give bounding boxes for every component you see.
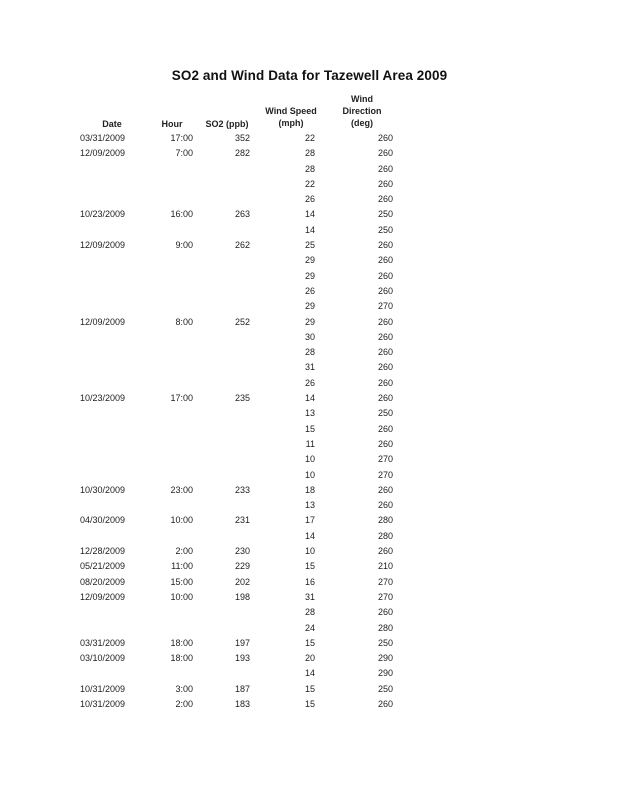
table-row: [0, 376, 619, 391]
table-row: [0, 406, 619, 421]
table-row: [0, 284, 619, 299]
header-wind-direction-line3: (deg): [351, 118, 373, 128]
table-row: [0, 177, 619, 192]
wind-direction-cell: 260: [377, 347, 393, 358]
hour-cell: 2:00: [175, 546, 193, 557]
wind-speed-cell: 15: [304, 683, 315, 694]
table-row: [0, 223, 619, 238]
header-wind-speed: [256, 105, 326, 129]
date-cell: 04/30/2009: [80, 515, 126, 526]
wind-direction-cell: 260: [377, 285, 393, 296]
wind-direction-cell: 250: [377, 683, 393, 694]
wind-direction-cell: 260: [377, 362, 393, 373]
hour-cell: 17:00: [170, 393, 193, 404]
wind-direction-cell: 260: [377, 393, 393, 404]
wind-direction-cell: 260: [377, 331, 393, 342]
table-row: [0, 330, 619, 345]
wind-direction-cell: 260: [377, 438, 393, 449]
wind-speed-cell: 10: [304, 546, 315, 557]
wind-speed-cell: 20: [304, 653, 315, 664]
table-row: [0, 299, 619, 314]
so2-cell: 197: [234, 637, 250, 648]
hour-cell: 3:00: [175, 683, 193, 694]
table-row: [0, 253, 619, 268]
wind-speed-cell: 10: [304, 469, 315, 480]
header-wind-direction-line1: Wind: [351, 94, 373, 104]
wind-direction-cell: 290: [377, 653, 393, 664]
wind-direction-cell: 260: [377, 377, 393, 388]
wind-speed-cell: 31: [304, 362, 315, 373]
wind-speed-cell: 29: [304, 301, 315, 312]
hour-cell: 18:00: [170, 653, 193, 664]
wind-speed-cell: 28: [304, 347, 315, 358]
wind-direction-cell: 250: [377, 408, 393, 419]
wind-direction-cell: 260: [377, 270, 393, 281]
data-table: [0, 131, 619, 712]
hour-cell: 9:00: [175, 240, 193, 251]
table-row: [0, 513, 619, 528]
wind-speed-cell: 29: [304, 270, 315, 281]
page-title: SO2 and Wind Data for Tazewell Area 2009: [171, 68, 448, 83]
so2-cell: 183: [234, 698, 250, 709]
table-row: [0, 315, 619, 330]
date-cell: 03/31/2009: [80, 133, 126, 143]
table-row: [0, 529, 619, 544]
wind-speed-cell: 15: [304, 561, 315, 572]
table-row: [0, 483, 619, 498]
so2-cell: 229: [234, 561, 250, 572]
header-so2: SO2 (ppb): [205, 119, 249, 129]
date-cell: 12/09/2009: [80, 148, 126, 159]
hour-cell: 17:00: [170, 133, 193, 143]
so2-cell: 233: [234, 484, 250, 495]
wind-direction-cell: 250: [377, 224, 393, 235]
wind-speed-cell: 28: [304, 607, 315, 618]
table-row: [0, 391, 619, 406]
wind-direction-cell: 260: [377, 194, 393, 205]
wind-speed-cell: 28: [304, 163, 315, 174]
table-row: [0, 452, 619, 467]
table-row: [0, 468, 619, 483]
wind-direction-cell: 250: [377, 209, 393, 220]
wind-speed-cell: 31: [304, 591, 315, 602]
hour-cell: 8:00: [175, 316, 193, 327]
wind-speed-cell: 11: [305, 438, 315, 449]
wind-speed-cell: 13: [304, 408, 315, 419]
table-row: [0, 636, 619, 651]
table-row: [0, 590, 619, 605]
wind-direction-cell: 260: [377, 546, 393, 557]
date-cell: 12/09/2009: [80, 316, 126, 327]
wind-direction-cell: 260: [377, 178, 393, 189]
table-row: [0, 559, 619, 574]
so2-cell: 282: [234, 148, 250, 159]
table-row: [0, 666, 619, 681]
date-cell: 10/31/2009: [80, 698, 126, 709]
wind-speed-cell: 30: [304, 331, 315, 342]
wind-speed-cell: 25: [304, 240, 315, 251]
wind-speed-cell: 14: [304, 393, 315, 404]
wind-direction-cell: 260: [377, 423, 393, 434]
table-row: [0, 498, 619, 513]
hour-cell: 10:00: [170, 515, 193, 526]
table-row: [0, 238, 619, 253]
header-wind-direction: [330, 93, 394, 129]
header-wind-direction-line2: Direction: [342, 106, 382, 116]
wind-direction-cell: 260: [377, 500, 393, 511]
date-cell: 12/09/2009: [80, 591, 126, 602]
table-row: [0, 162, 619, 177]
wind-direction-cell: 270: [377, 591, 393, 602]
wind-speed-cell: 18: [304, 484, 315, 495]
date-cell: 08/20/2009: [80, 576, 126, 587]
table-row: [0, 207, 619, 222]
wind-speed-cell: 14: [304, 209, 315, 220]
wind-direction-cell: 260: [377, 148, 393, 159]
wind-speed-cell: 16: [304, 576, 315, 587]
wind-direction-cell: 250: [377, 637, 393, 648]
so2-cell: 235: [234, 393, 250, 404]
wind-direction-cell: 280: [377, 515, 393, 526]
header-date: Date: [102, 119, 122, 129]
date-cell: 05/21/2009: [80, 561, 126, 572]
date-cell: 03/31/2009: [80, 637, 126, 648]
date-cell: 10/23/2009: [80, 393, 126, 404]
table-row: [0, 269, 619, 284]
table-row: [0, 544, 619, 559]
table-row: [0, 146, 619, 161]
wind-direction-cell: 260: [377, 698, 393, 709]
wind-direction-cell: 280: [377, 622, 393, 633]
date-cell: 10/31/2009: [80, 683, 126, 694]
hour-cell: 15:00: [170, 576, 193, 587]
date-cell: 10/23/2009: [80, 209, 126, 220]
table-row: [0, 575, 619, 590]
wind-direction-cell: 260: [377, 255, 393, 266]
wind-speed-cell: 24: [304, 622, 315, 633]
wind-speed-cell: 26: [304, 194, 315, 205]
so2-cell: 230: [234, 546, 250, 557]
wind-speed-cell: 17: [304, 515, 315, 526]
wind-speed-cell: 26: [304, 285, 315, 296]
header-hour: Hour: [161, 119, 183, 129]
wind-speed-cell: 28: [304, 148, 315, 159]
wind-speed-cell: 14: [304, 224, 315, 235]
table-row: [0, 621, 619, 636]
header-wind-speed-line2: (mph): [278, 118, 304, 128]
hour-cell: 2:00: [175, 698, 193, 709]
wind-speed-cell: 13: [304, 500, 315, 511]
wind-direction-cell: 280: [377, 530, 393, 541]
table-row: [0, 605, 619, 620]
so2-cell: 231: [234, 515, 250, 526]
so2-cell: 193: [234, 653, 250, 664]
so2-cell: 262: [234, 240, 250, 251]
wind-direction-cell: 290: [377, 668, 393, 679]
wind-direction-cell: 260: [377, 484, 393, 495]
table-row: [0, 682, 619, 697]
wind-direction-cell: 260: [377, 240, 393, 251]
wind-speed-cell: 29: [304, 316, 315, 327]
wind-speed-cell: 22: [304, 178, 315, 189]
hour-cell: 11:00: [171, 561, 193, 572]
table-row: [0, 345, 619, 360]
wind-speed-cell: 15: [304, 698, 315, 709]
wind-direction-cell: 270: [377, 454, 393, 465]
table-row: [0, 437, 619, 452]
so2-cell: 263: [234, 209, 250, 220]
table-row: [0, 131, 619, 146]
table-row: [0, 422, 619, 437]
wind-speed-cell: 10: [304, 454, 315, 465]
wind-direction-cell: 260: [377, 316, 393, 327]
wind-speed-cell: 14: [304, 668, 315, 679]
wind-direction-cell: 260: [377, 133, 393, 143]
date-cell: 12/28/2009: [80, 546, 126, 557]
wind-speed-cell: 22: [304, 133, 315, 143]
date-cell: 10/30/2009: [80, 484, 126, 495]
hour-cell: 23:00: [170, 484, 193, 495]
wind-direction-cell: 270: [377, 301, 393, 312]
so2-cell: 198: [234, 591, 250, 602]
table-row: [0, 192, 619, 207]
wind-speed-cell: 15: [304, 423, 315, 434]
header-wind-speed-line1: Wind Speed: [265, 106, 317, 116]
hour-cell: 10:00: [170, 591, 193, 602]
wind-direction-cell: 210: [377, 561, 393, 572]
date-cell: 03/10/2009: [80, 653, 126, 664]
wind-speed-cell: 14: [304, 530, 315, 541]
table-row: [0, 697, 619, 712]
wind-direction-cell: 270: [377, 576, 393, 587]
table-row: [0, 360, 619, 375]
date-cell: 12/09/2009: [80, 240, 126, 251]
hour-cell: 16:00: [170, 209, 193, 220]
table-row: [0, 651, 619, 666]
so2-cell: 202: [234, 576, 250, 587]
hour-cell: 7:00: [175, 148, 193, 159]
wind-speed-cell: 26: [304, 377, 315, 388]
wind-speed-cell: 29: [304, 255, 315, 266]
so2-cell: 187: [234, 683, 250, 694]
wind-direction-cell: 260: [377, 163, 393, 174]
hour-cell: 18:00: [170, 637, 193, 648]
wind-direction-cell: 270: [377, 469, 393, 480]
wind-direction-cell: 260: [377, 607, 393, 618]
wind-speed-cell: 15: [304, 637, 315, 648]
so2-cell: 252: [234, 316, 250, 327]
so2-cell: 352: [234, 133, 250, 143]
